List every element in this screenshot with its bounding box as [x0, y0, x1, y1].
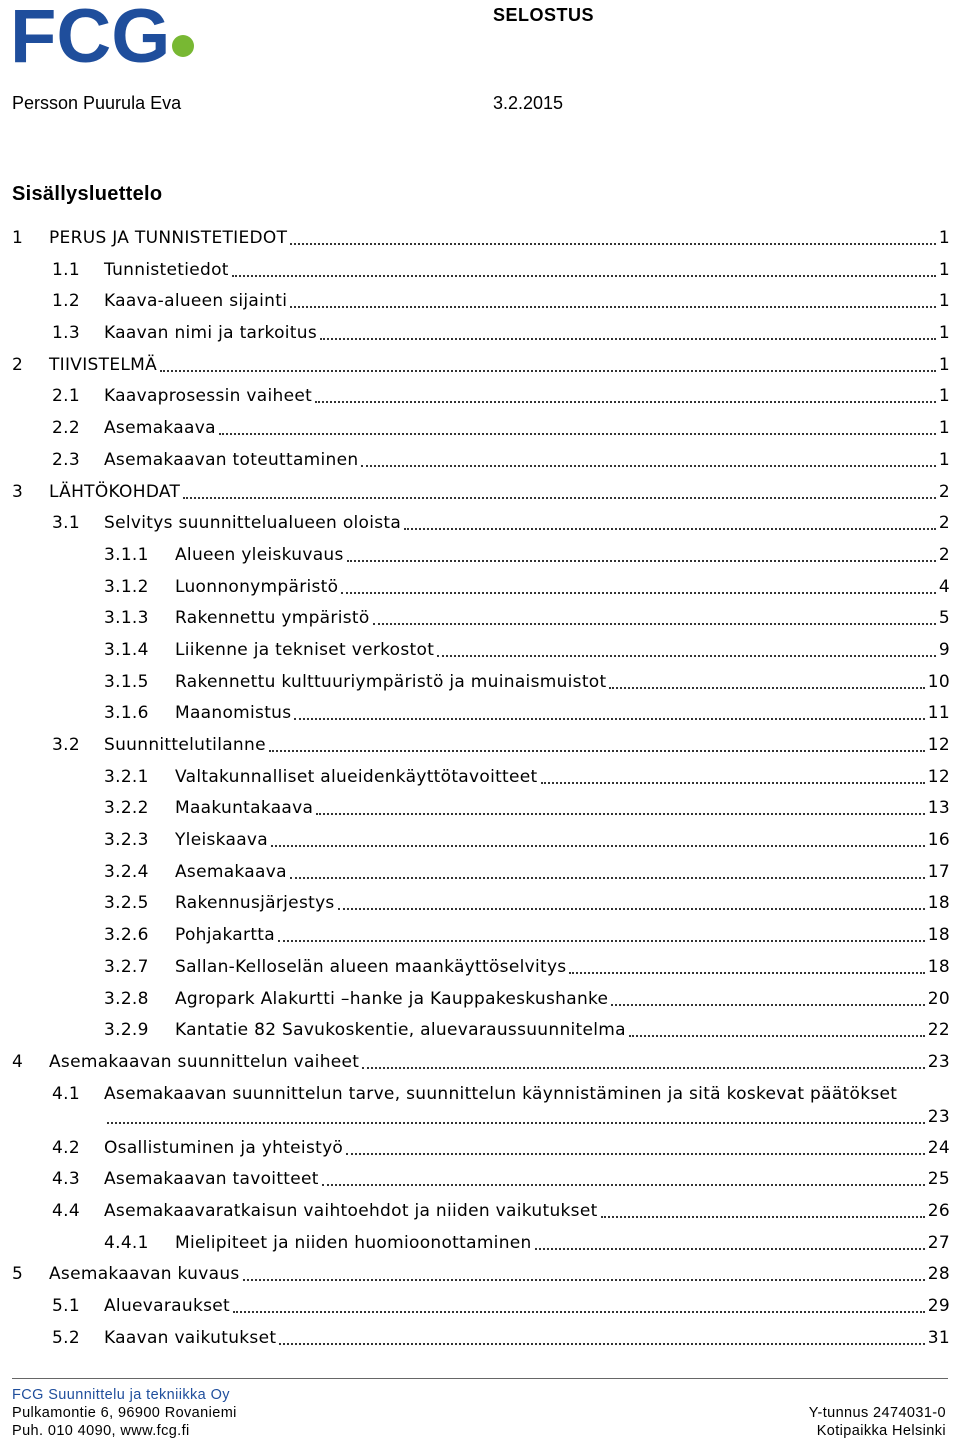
toc-entry[interactable] [0, 446, 960, 478]
toc-entry-number: 4.4 [52, 1200, 80, 1221]
toc-entry-title: Rakennusjärjestys [175, 893, 335, 914]
toc-entry-title: TIIVISTELMÄ [49, 354, 158, 375]
toc-leader-dots [279, 1343, 924, 1345]
toc-entry-page: 23 [927, 1106, 950, 1127]
toc-leader-dots [338, 908, 925, 910]
toc-entry-page: 28 [927, 1264, 950, 1285]
toc-entry-page: 27 [927, 1232, 950, 1253]
toc-entry-title: Asemakaavan kuvaus [49, 1264, 240, 1285]
toc-entry-number: 3.1.5 [104, 671, 149, 692]
toc-entry-page: 2 [938, 481, 950, 502]
toc-entry[interactable] [0, 478, 960, 510]
toc-entry-number: 3.2.7 [104, 956, 149, 977]
toc-entry[interactable] [0, 224, 960, 256]
toc-entry-page: 4 [938, 576, 950, 597]
toc-entry-number: 3.1.4 [104, 639, 149, 660]
toc-entry-title: Valtakunnalliset alueidenkäyttötavoitteet [175, 766, 538, 787]
toc-entry[interactable] [0, 1048, 960, 1080]
toc-entry-title: Suunnittelutilanne [104, 735, 266, 755]
toc-entry-number: 3.2.9 [104, 1020, 149, 1041]
toc-entry-number: 3.2.2 [104, 798, 149, 819]
toc-entry-title: Mielipiteet ja niiden huomioonottaminen [175, 1232, 532, 1253]
toc-entry-page: 12 [927, 735, 950, 755]
toc-entry-number: 2 [12, 354, 24, 375]
toc-entry[interactable] [0, 1080, 960, 1134]
toc-entry-title: Asemakaava [104, 418, 216, 439]
toc-entry[interactable] [0, 1016, 960, 1048]
toc-entry[interactable] [0, 731, 960, 763]
toc-entry-number: 2.1 [52, 386, 80, 407]
toc-leader-dots [290, 243, 936, 245]
toc-entry[interactable] [0, 256, 960, 288]
toc-entry-page: 31 [927, 1327, 950, 1348]
toc-entry-title: Asemakaava [175, 861, 287, 882]
toc-entry-title: LÄHTÖKOHDAT [49, 481, 181, 502]
toc-entry-number: 2.2 [52, 418, 80, 439]
toc-entry-number: 3.1.1 [104, 544, 149, 565]
toc-entry[interactable] [0, 287, 960, 319]
toc-entry-page: 1 [938, 259, 950, 280]
toc-entry-number: 1.1 [52, 259, 80, 280]
toc-entry-number: 4.2 [52, 1137, 80, 1158]
toc-entry-title: Kaavan vaikutukset [104, 1327, 277, 1348]
toc-entry-number: 1.3 [52, 323, 80, 344]
toc-entry-number: 4.3 [52, 1169, 80, 1190]
toc-entry-number: 3.1.6 [104, 703, 149, 724]
toc-entry-number: 3.2.4 [104, 861, 149, 882]
toc-entry-page: 9 [938, 639, 950, 660]
toc-leader-dots [346, 1153, 925, 1155]
toc-entry[interactable] [0, 573, 960, 605]
toc-entry-title: Rakennettu ympäristö [175, 608, 370, 629]
toc-leader-dots [269, 750, 925, 752]
toc-entry[interactable] [0, 826, 960, 858]
toc-leader-dots [107, 1122, 925, 1124]
toc-entry-page: 10 [927, 671, 950, 692]
toc-entry-page: 17 [927, 861, 950, 882]
document-type: SELOSTUS [493, 5, 595, 25]
toc-leader-dots [541, 782, 925, 784]
toc-entry-number: 3.2.1 [104, 766, 149, 787]
toc-entry-page: 2 [938, 513, 950, 534]
toc-entry-title: Asemakaavan suunnittelun tarve, suunnittelun käynnistäminen ja sitä koskevat päätökset [104, 1083, 898, 1104]
toc-entry-page: 2 [938, 544, 950, 565]
toc-entry-page: 18 [927, 893, 950, 914]
toc-entry[interactable] [0, 1197, 960, 1229]
toc-leader-dots [347, 560, 936, 562]
toc-entry[interactable] [0, 1324, 960, 1356]
toc-leader-dots [437, 655, 936, 657]
toc-entry[interactable] [0, 858, 960, 890]
toc-leader-dots [611, 1004, 924, 1006]
toc-entry-page: 1 [938, 386, 950, 407]
table-of-contents [0, 224, 960, 1355]
toc-entry-number: 5 [12, 1264, 24, 1285]
toc-entry[interactable] [0, 636, 960, 668]
toc-entry[interactable] [0, 541, 960, 573]
toc-entry-title: Kaavaprosessin vaiheet [104, 386, 313, 407]
toc-entry[interactable] [0, 319, 960, 351]
toc-leader-dots [219, 433, 936, 435]
toc-leader-dots [404, 528, 936, 530]
toc-entry-title: Alueen yleiskuvaus [175, 544, 344, 565]
toc-entry[interactable] [0, 604, 960, 636]
toc-entry-title: Asemakaavan toteuttaminen [104, 449, 359, 470]
toc-entry[interactable] [0, 889, 960, 921]
toc-entry-page: 1 [938, 228, 950, 248]
toc-leader-dots [290, 306, 936, 308]
toc-entry-title: Asemakaavaratkaisun vaihtoehdot ja niiden vaikutukset [104, 1200, 598, 1221]
toc-entry-title: Kaava-alueen sijainti [104, 291, 288, 312]
toc-leader-dots [294, 718, 924, 720]
toc-entry[interactable] [0, 351, 960, 383]
toc-entry-page: 1 [938, 323, 950, 344]
toc-entry-page: 5 [938, 608, 950, 629]
toc-leader-dots [183, 497, 936, 499]
fcg-logo [10, 2, 200, 66]
toc-entry-page: 23 [927, 1051, 950, 1072]
toc-entry-number: 4.1 [52, 1083, 80, 1104]
toc-entry[interactable] [0, 382, 960, 414]
toc-entry-page: 25 [927, 1169, 950, 1190]
toc-entry[interactable] [0, 509, 960, 541]
footer-contact: Puh. 010 4090, www.fcg.fi [12, 1423, 190, 1439]
toc-entry-page: 13 [927, 798, 950, 819]
toc-entry-page: 18 [927, 956, 950, 977]
toc-entry[interactable] [0, 1292, 960, 1324]
toc-leader-dots [271, 845, 925, 847]
toc-leader-dots [320, 338, 936, 340]
toc-entry-title: PERUS JA TUNNISTETIEDOT [49, 228, 288, 248]
toc-entry-title: Rakennettu kulttuuriympäristö ja muinaismuistot [175, 671, 607, 692]
toc-leader-dots [609, 687, 924, 689]
toc-leader-dots [601, 1216, 925, 1218]
toc-leader-dots [362, 1067, 925, 1069]
toc-leader-dots [315, 401, 936, 403]
toc-entry-number: 3.1.3 [104, 608, 149, 629]
toc-entry-title: Osallistuminen ja yhteistyö [104, 1137, 344, 1158]
toc-leader-dots [278, 940, 925, 942]
toc-entry-title: Asemakaavan tavoitteet [104, 1169, 319, 1190]
toc-entry-title: Maanomistus [175, 703, 292, 724]
toc-entry[interactable] [0, 985, 960, 1017]
toc-entry-number: 3.1 [52, 513, 80, 534]
toc-entry-title: Selvitys suunnittelualueen oloista [104, 513, 402, 534]
toc-entry-page: 26 [927, 1200, 950, 1221]
toc-entry-number: 4 [12, 1051, 24, 1072]
toc-entry-number: 3.1.2 [104, 576, 149, 597]
toc-leader-dots [341, 592, 936, 594]
logo-text: FCG [10, 2, 171, 66]
toc-entry-number: 3.2.8 [104, 988, 149, 1009]
toc-entry-page: 11 [927, 703, 950, 724]
footer-company: FCG Suunnittelu ja tekniikka Oy [12, 1387, 230, 1403]
toc-entry-page: 16 [927, 830, 950, 851]
toc-entry[interactable] [0, 953, 960, 985]
toc-entry-title: Tunnistetiedot [104, 259, 229, 280]
footer-domicile: Kotipaikka Helsinki [816, 1423, 946, 1439]
toc-entry-title: Aluevaraukset [104, 1296, 230, 1316]
toc-entry-page: 18 [927, 925, 950, 946]
toc-entry-title: Asemakaavan suunnittelun vaiheet [49, 1051, 360, 1072]
author: Persson Puurula Eva [12, 93, 182, 113]
toc-entry[interactable] [0, 668, 960, 700]
toc-leader-dots [243, 1279, 925, 1281]
toc-entry-number: 3.2.5 [104, 893, 149, 914]
toc-entry-page: 22 [927, 1020, 950, 1041]
document-date: 3.2.2015 [493, 93, 564, 113]
footer-divider [12, 1378, 948, 1379]
logo-dot [172, 35, 194, 57]
toc-entry-title: Yleiskaava [175, 830, 269, 851]
toc-entry-page: 24 [927, 1137, 950, 1158]
toc-entry-page: 1 [938, 354, 950, 375]
toc-entry-number: 4.4.1 [104, 1232, 149, 1253]
toc-leader-dots [233, 1311, 925, 1313]
toc-entry[interactable] [0, 1260, 960, 1292]
toc-entry-number: 3.2.6 [104, 925, 149, 946]
toc-entry-number: 3.2 [52, 735, 80, 755]
toc-entry-number: 1.2 [52, 291, 80, 312]
toc-entry[interactable] [0, 763, 960, 795]
toc-entry-number: 3.2.3 [104, 830, 149, 851]
toc-entry-page: 12 [927, 766, 950, 787]
toc-entry-title: Liikenne ja tekniset verkostot [175, 639, 435, 660]
toc-entry[interactable] [0, 1229, 960, 1261]
toc-leader-dots [290, 877, 925, 879]
toc-leader-dots [322, 1184, 925, 1186]
toc-entry-page: 20 [927, 988, 950, 1009]
toc-entry[interactable] [0, 414, 960, 446]
toc-leader-dots [629, 1035, 925, 1037]
toc-title: Sisällysluettelo [12, 183, 163, 205]
toc-entry-page: 1 [938, 418, 950, 439]
toc-entry-title: Kaavan nimi ja tarkoitus [104, 323, 318, 344]
toc-entry-title: Kantatie 82 Savukoskentie, aluevaraussuunnitelma [175, 1020, 626, 1041]
footer-address: Pulkamontie 6, 96900 Rovaniemi [12, 1405, 237, 1421]
toc-leader-dots [569, 972, 924, 974]
footer-business-id: Y-tunnus 2474031-0 [808, 1405, 946, 1421]
toc-entry-page: 1 [938, 291, 950, 312]
toc-entry-title: Sallan-Kelloselän alueen maankäyttöselvitys [175, 956, 567, 977]
toc-entry[interactable] [0, 1165, 960, 1197]
toc-entry[interactable] [0, 921, 960, 953]
toc-entry-number: 3 [12, 481, 24, 502]
toc-entry-page: 1 [938, 449, 950, 470]
toc-leader-dots [232, 275, 936, 277]
toc-leader-dots [160, 370, 936, 372]
toc-entry-title: Pohjakartta [175, 925, 275, 946]
toc-entry-title: Maakuntakaava [175, 798, 314, 819]
footer-left [12, 1386, 237, 1440]
toc-entry-number: 5.2 [52, 1327, 80, 1348]
toc-entry-title: Agropark Alakurtti –hanke ja Kauppakeskushanke [175, 988, 609, 1009]
toc-entry-number: 2.3 [52, 449, 80, 470]
toc-leader-dots [373, 623, 936, 625]
toc-leader-dots [316, 813, 925, 815]
toc-entry-title: Luonnonympäristö [175, 576, 339, 597]
toc-entry[interactable] [0, 1134, 960, 1166]
toc-leader-dots [535, 1248, 925, 1250]
toc-entry-number: 1 [12, 228, 24, 248]
toc-entry-number: 5.1 [52, 1296, 80, 1316]
toc-entry[interactable] [0, 794, 960, 826]
toc-entry-page: 29 [927, 1296, 950, 1316]
toc-entry[interactable] [0, 699, 960, 731]
toc-leader-dots [361, 465, 935, 467]
footer-right [809, 1404, 946, 1440]
